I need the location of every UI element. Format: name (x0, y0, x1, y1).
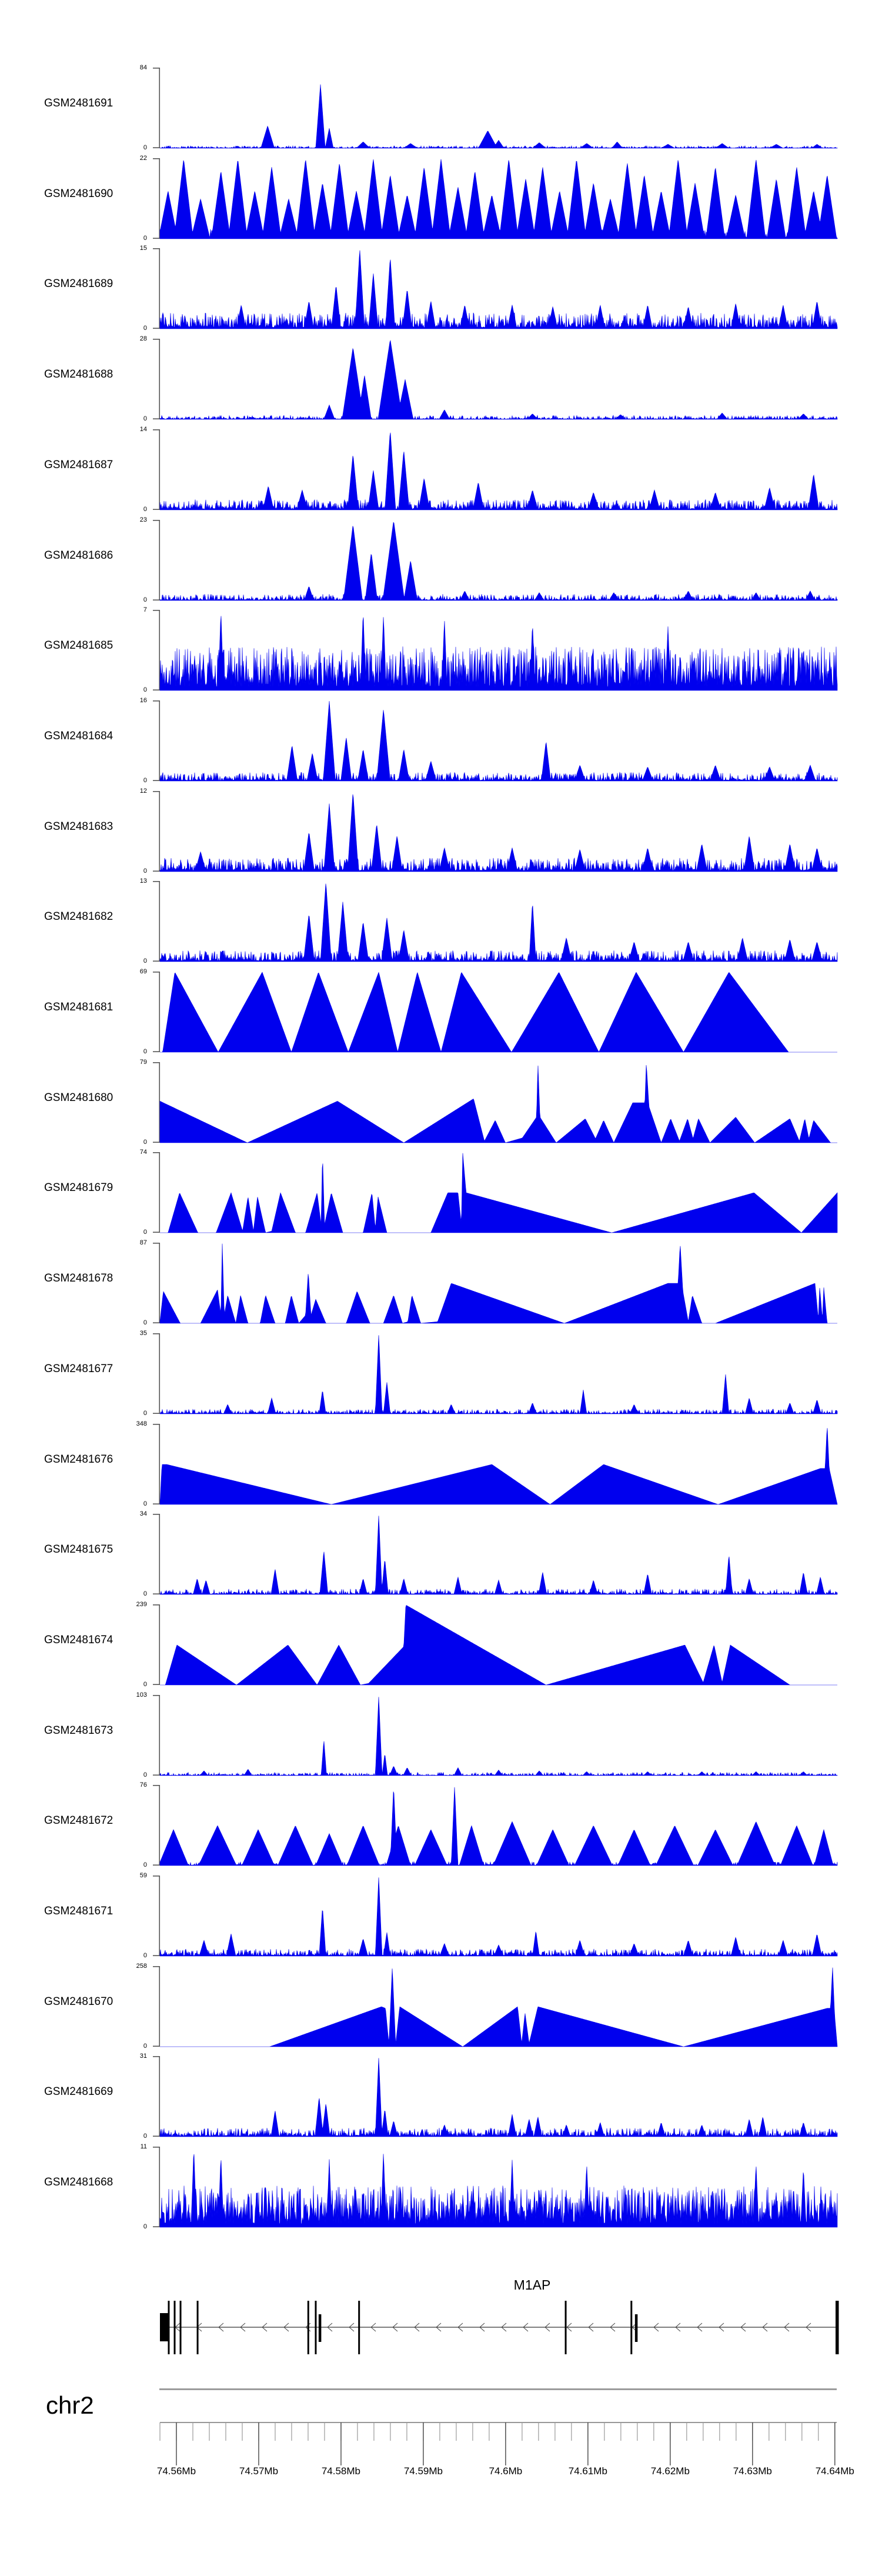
track-ymin-label: 0 (143, 777, 147, 784)
gene-label: M1AP (513, 2277, 551, 2293)
track-ymax-label: 84 (139, 64, 147, 71)
track-ymin-label: 0 (143, 1048, 147, 1055)
track-label: GSM2481677 (44, 1363, 113, 1375)
track-ymin-label: 0 (143, 2133, 147, 2140)
track-ymin-label: 0 (143, 2223, 147, 2230)
track-plot (148, 1966, 840, 2048)
track-area (160, 85, 837, 149)
track-label: GSM2481684 (44, 730, 113, 742)
ruler-tick-label: 74.63Mb (733, 2465, 772, 2477)
track-label: GSM2481676 (44, 1453, 113, 1466)
track-ymin-label: 0 (143, 1410, 147, 1417)
track-plot (148, 1243, 840, 1324)
track-plot (148, 1785, 840, 1867)
track-area (160, 1428, 837, 1504)
track-area (160, 1153, 837, 1233)
gene-end-exon-bar (836, 2301, 839, 2354)
ruler-tick-label: 74.61Mb (568, 2465, 607, 2477)
track-ymax-label: 15 (139, 245, 147, 252)
track-plot (148, 1514, 840, 1596)
exon-bar (315, 2301, 316, 2354)
track-plot (148, 1333, 840, 1415)
track-label: GSM2481669 (44, 2086, 113, 2098)
track-label: GSM2481674 (44, 1634, 113, 1646)
track-ymin-label: 0 (143, 1139, 147, 1146)
chromosome-label: chr2 (46, 2391, 94, 2419)
track-area (160, 616, 837, 690)
track-label: GSM2481680 (44, 1092, 113, 1104)
track-label: GSM2481672 (44, 1814, 113, 1827)
exon-bar (168, 2301, 169, 2354)
track-label: GSM2481668 (44, 2176, 113, 2188)
track-label: GSM2481688 (44, 368, 113, 381)
track-area (160, 251, 837, 329)
track-label: GSM2481682 (44, 910, 113, 923)
track-area (160, 1244, 837, 1323)
track-area (160, 1877, 837, 1956)
track-ymin-label: 0 (143, 1681, 147, 1688)
track-ymax-label: 14 (139, 426, 147, 433)
track-ymin-label: 0 (143, 415, 147, 422)
ruler-tick-label: 74.57Mb (239, 2465, 279, 2477)
track-ymin-label: 0 (143, 957, 147, 965)
track-plot (148, 429, 840, 511)
track-ymax-label: 348 (136, 1420, 147, 1427)
track-ymin-label: 0 (143, 2043, 147, 2050)
exon-bar (630, 2301, 632, 2354)
track-area (160, 972, 837, 1052)
exon-bar (565, 2301, 567, 2354)
track-ymax-label: 103 (136, 1691, 147, 1699)
track-area (160, 1968, 837, 2047)
track-label: GSM2481678 (44, 1272, 113, 1284)
track-ymin-label: 0 (143, 235, 147, 242)
gene-model-track (148, 2297, 842, 2361)
track-label: GSM2481691 (44, 97, 113, 109)
track-area (160, 159, 837, 239)
track-ymin-label: 0 (143, 1319, 147, 1326)
track-ymax-label: 22 (139, 155, 147, 162)
ruler-tick-label: 74.56Mb (156, 2465, 196, 2477)
track-area (160, 522, 837, 600)
track-ymax-label: 28 (139, 335, 147, 342)
track-ymax-label: 16 (139, 697, 147, 704)
track-ymax-label: 76 (139, 1781, 147, 1788)
track-plot (148, 520, 840, 602)
track-plot (148, 248, 840, 330)
track-area (160, 884, 837, 962)
track-ymax-label: 79 (139, 1059, 147, 1066)
track-area (160, 1516, 837, 1594)
exon-bar (180, 2301, 182, 2354)
track-plot (148, 1062, 840, 1144)
track-ymax-label: 23 (139, 516, 147, 523)
track-ymin-label: 0 (143, 1500, 147, 1507)
track-plot (148, 700, 840, 782)
cds-bar (635, 2314, 638, 2342)
track-area (160, 1065, 837, 1143)
track-area (160, 433, 837, 510)
track-ymax-label: 13 (139, 877, 147, 885)
track-label: GSM2481673 (44, 1724, 113, 1737)
track-ymin-label: 0 (143, 1861, 147, 1868)
track-label: GSM2481670 (44, 1996, 113, 2008)
track-ymax-label: 74 (139, 1149, 147, 1156)
track-plot (148, 1424, 840, 1506)
track-label: GSM2481681 (44, 1001, 113, 1013)
track-plot (148, 881, 840, 963)
track-ymax-label: 239 (136, 1601, 147, 1608)
track-ymax-label: 59 (139, 1872, 147, 1879)
track-plot (148, 158, 840, 240)
track-ymin-label: 0 (143, 1771, 147, 1778)
track-plot (148, 1876, 840, 1957)
track-ymin-label: 0 (143, 325, 147, 332)
track-plot (148, 610, 840, 692)
track-plot (148, 1695, 840, 1777)
track-ymin-label: 0 (143, 1229, 147, 1236)
ruler-tick-label: 74.6Mb (489, 2465, 523, 2477)
track-area (160, 2154, 837, 2227)
track-plot (148, 68, 840, 149)
cds-bar (319, 2314, 322, 2342)
track-ymin-label: 0 (143, 596, 147, 603)
track-ymax-label: 258 (136, 1963, 147, 1970)
track-ymax-label: 7 (143, 606, 147, 613)
ruler-tick-label: 74.59Mb (403, 2465, 443, 2477)
track-plot (148, 339, 840, 421)
track-area (160, 2058, 837, 2137)
genome-axis-ruler (148, 2420, 842, 2470)
track-label: GSM2481689 (44, 278, 113, 290)
track-plot (148, 791, 840, 873)
ruler-tick-label: 74.64Mb (815, 2465, 854, 2477)
track-label: GSM2481683 (44, 820, 113, 833)
track-ymax-label: 69 (139, 968, 147, 975)
track-ymax-label: 35 (139, 1330, 147, 1337)
track-ymin-label: 0 (143, 686, 147, 693)
track-label: GSM2481679 (44, 1182, 113, 1194)
track-ymin-label: 0 (143, 867, 147, 875)
track-plot (148, 1604, 840, 1686)
track-area (160, 1335, 837, 1414)
exon-bar (358, 2301, 360, 2354)
track-label: GSM2481671 (44, 1905, 113, 1917)
track-plot (148, 972, 840, 1053)
exon-bar (173, 2301, 175, 2354)
exon-bar (308, 2301, 309, 2354)
track-ymin-label: 0 (143, 1952, 147, 1959)
track-label: GSM2481685 (44, 639, 113, 652)
exon-bar (197, 2301, 199, 2354)
separator-line (159, 2388, 837, 2390)
track-ymax-label: 31 (139, 2053, 147, 2060)
track-area (160, 1697, 837, 1776)
ruler-tick-label: 74.58Mb (321, 2465, 361, 2477)
track-label: GSM2481690 (44, 188, 113, 200)
track-label: GSM2481686 (44, 549, 113, 562)
track-ymax-label: 12 (139, 788, 147, 795)
track-ymax-label: 34 (139, 1510, 147, 1517)
track-area (160, 1787, 837, 1866)
track-plot (148, 2147, 840, 2228)
track-ymin-label: 0 (143, 144, 147, 151)
track-ymax-label: 87 (139, 1239, 147, 1246)
track-ymin-label: 0 (143, 506, 147, 513)
track-label: GSM2481687 (44, 459, 113, 471)
track-area (160, 1606, 837, 1686)
track-ymax-label: 11 (140, 2143, 147, 2150)
track-plot (148, 2056, 840, 2138)
ruler-tick-label: 74.62Mb (650, 2465, 690, 2477)
track-ymin-label: 0 (143, 1590, 147, 1597)
track-label: GSM2481675 (44, 1543, 113, 1556)
track-plot (148, 1152, 840, 1234)
track-area (160, 701, 837, 781)
track-area (160, 341, 837, 419)
track-area (160, 795, 837, 872)
